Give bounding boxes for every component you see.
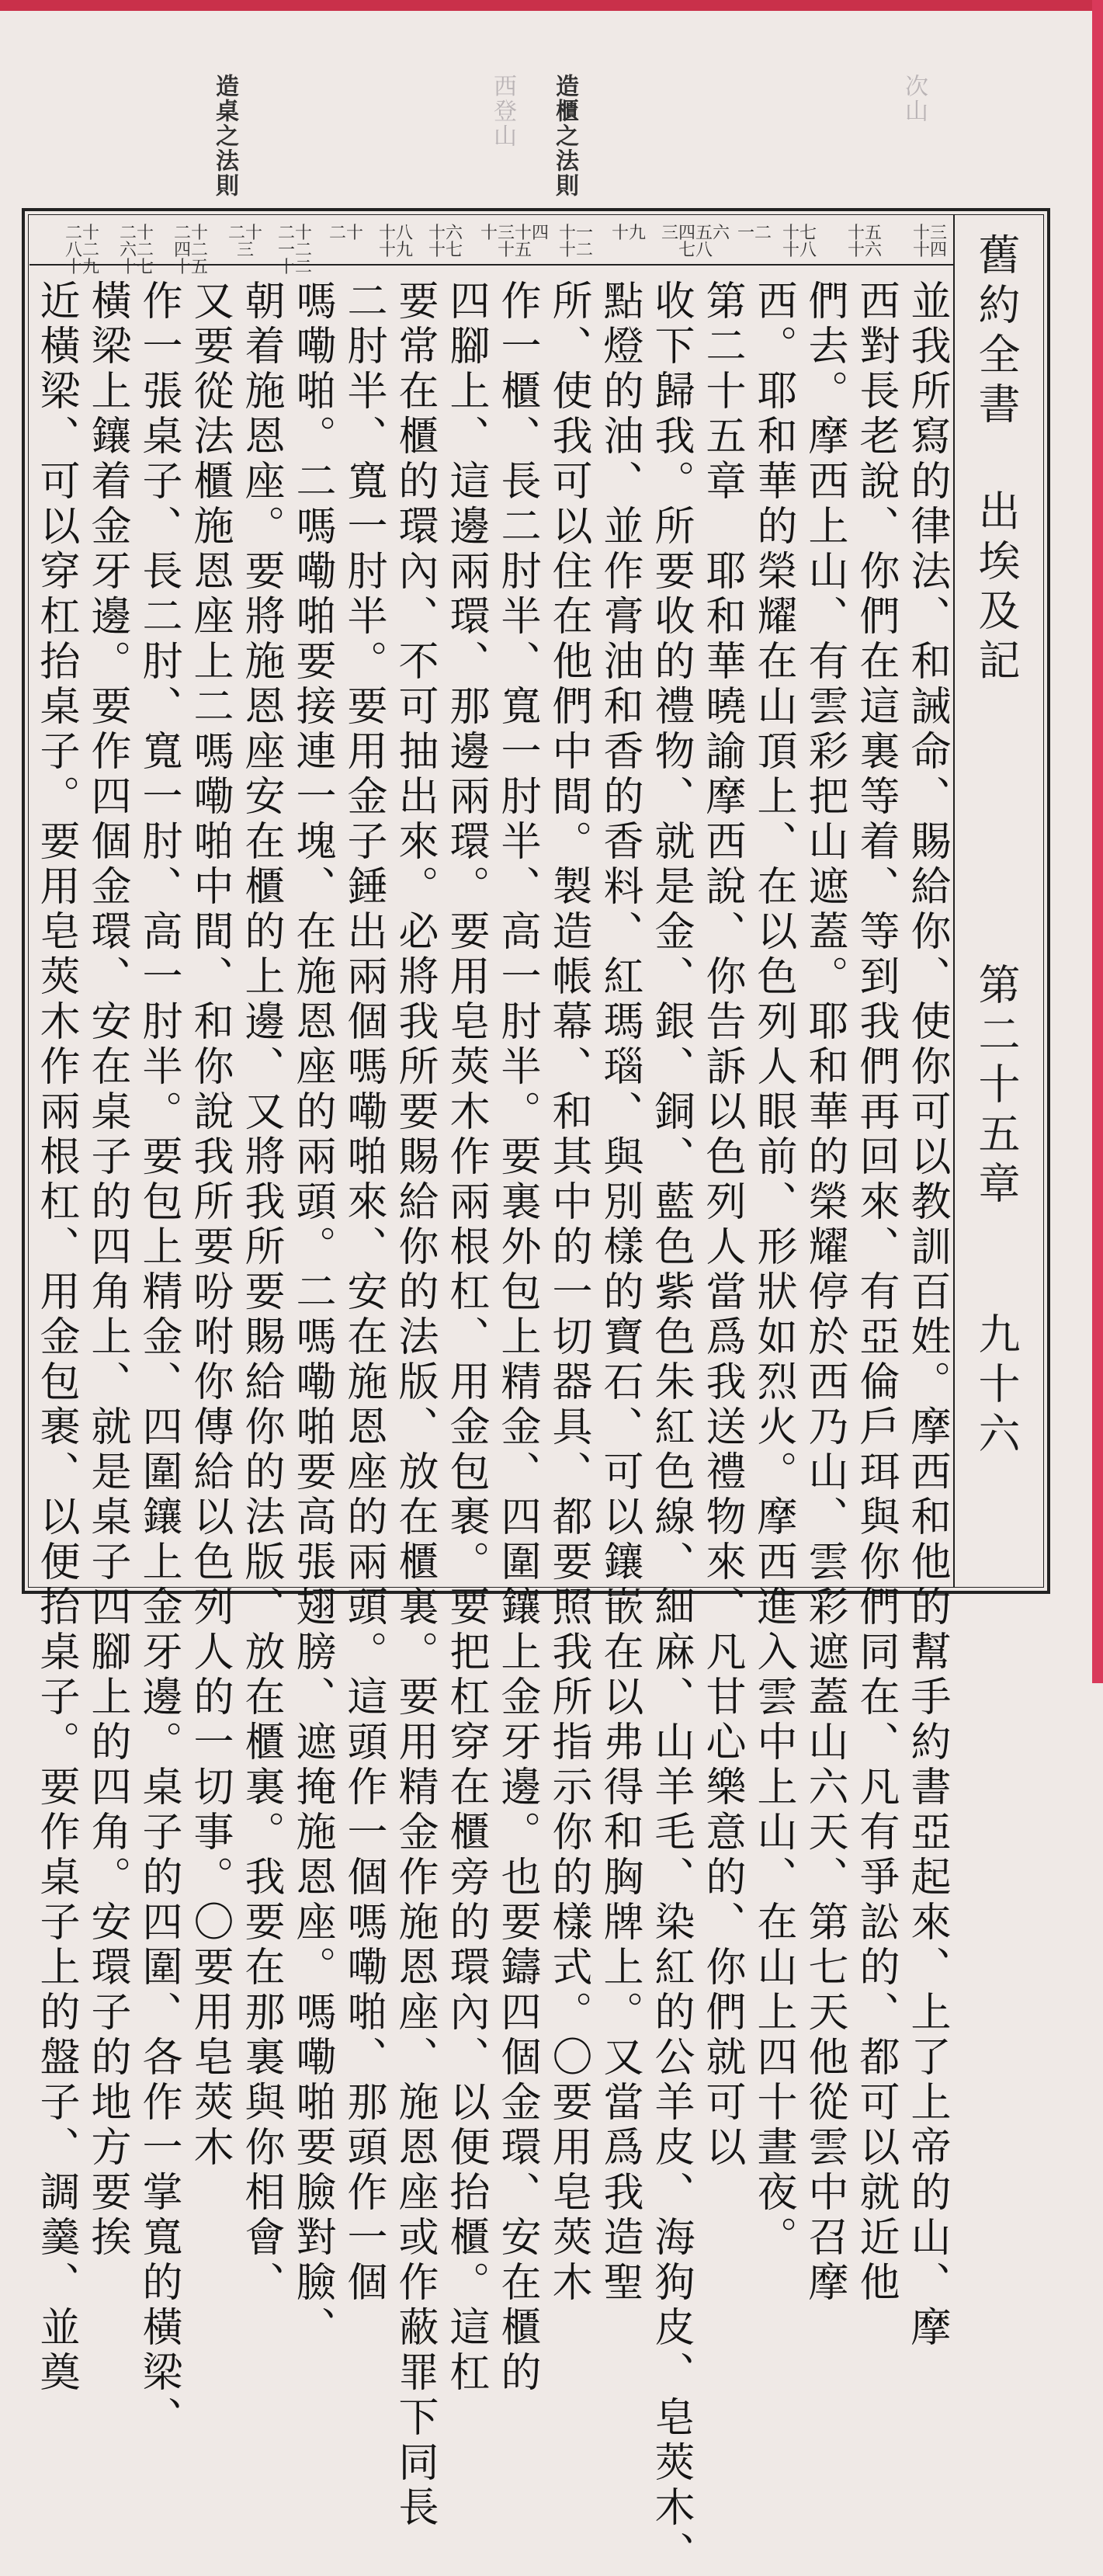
book-edge-top: [0, 0, 1103, 11]
verse-number: 二十六二十七: [119, 224, 154, 277]
text-column: 所、使我可以住在他們中間。製造帳幕、和其中的一切器具、都要照我所指示你的樣式。〇要用皂莢木: [545, 279, 591, 2306]
verse-number: 二十八二十九: [64, 224, 99, 277]
header-divider: [953, 214, 955, 1588]
bleed-label-faint-1: 西登山: [489, 74, 516, 148]
verse-number-band: [29, 219, 953, 277]
verse-number: 三四五六七八: [661, 224, 730, 260]
text-column: 作一張桌子、長二肘、寬一肘、高一肘半。要包上精金、四圍鑲上金牙邊。桌子的四圍、各作一掌寬的橫梁、: [135, 279, 182, 2441]
text-column: 近橫梁、可以穿杠抬桌子。要用皂莢木作兩根杠、用金包裹、以便抬桌子。要作桌子上的盤子、調羹、並奠: [33, 279, 79, 2396]
text-column: 西對長老說、你們在這裏等着、等到我們再回來、有亞倫戶珥與你們同在、凡有爭訟的、都可以就近他: [852, 279, 899, 2306]
verse-number: 十六十七: [428, 224, 463, 260]
chapter-heading: 第二十五章: [972, 963, 1021, 1211]
text-column: 西。耶和華的榮耀在山頂上、在以色列人眼前、形狀如烈火。摩西進入雲中上山、在山上四十晝夜。: [750, 279, 796, 2261]
verse-number: 十三十四十五: [480, 224, 549, 260]
verse-number: 十七十八: [782, 224, 817, 260]
verse-number: 十三十四: [912, 224, 947, 260]
text-column: 朝着施恩座。要將施恩座安在櫃的上邊、又將我所要賜給你的法版、放在櫃裏。我要在那裏與你相會、: [238, 279, 284, 2306]
text-column: 二肘半、寬一肘半。要用金子錘出兩個嗎嘞啪來、安在施恩座的兩頭。這頭作一個嗎嘞啪、那頭作一個: [340, 279, 387, 2306]
chapter-start-column: 第二十五章 耶和華曉諭摩西說、你告訴以色列人當爲我送禮物來、凡甘心樂意的、你們就可以: [699, 279, 745, 2171]
text-column: 收下歸我。所要收的禮物、就是金、銀、銅、藍色紫色朱紅色線、細麻、山羊毛、染紅的公羊皮、海狗皮、皂莢木、: [647, 279, 694, 2576]
text-column: 又要從法櫃施恩座上二嗎嘞啪中間、和你說我所要吩咐你傳給以色列人的一切事。〇要用皂莢木: [186, 279, 233, 2171]
verse-number: 二十三: [227, 224, 262, 260]
text-column: 嗎嘞啪。二嗎嘞啪要接連一塊、在施恩座的兩頭。二嗎嘞啪要高張翅膀、遮掩施恩座。嗎嘞啪要臉對臉、: [289, 279, 335, 2351]
text-column: 四腳上、這邊兩環、那邊兩環。要用皂莢木作兩根杠、用金包裹。要把杠穿在櫃旁的環內、以便抬櫃。這杠: [442, 279, 489, 2396]
text-column: 點燈的油、並作膏油和香的香料、紅瑪瑙、與別樣的寶石、可以鑲嵌在以弗得和胸牌上。又當爲我造聖: [596, 279, 643, 2306]
page-header: [964, 233, 1026, 1576]
verse-number: 二十: [328, 224, 363, 243]
verse-number: 十一十二: [558, 224, 593, 260]
text-column: 並我所寫的律法、和誡命、賜給你、使你可以教訓百姓。摩西和他的幫手約書亞起來、上了上帝的山、摩: [904, 279, 950, 2351]
text-column: 橫梁上鑲着金牙邊。要作四個金環、安在桌子的四角上、就是桌子四腳上的四角。安環子的地方要挨: [84, 279, 130, 2261]
verse-number: 十九: [611, 224, 646, 243]
verse-number: 二十四二十五: [173, 224, 208, 277]
text-column: 要常在櫃的環內、不可抽出來。必將我所要賜給你的法版、放在櫃裏。要用精金作施恩座、施恩座或作蔽罪下同長: [391, 279, 438, 2531]
page-number: 九十六: [972, 1312, 1021, 1461]
verse-number: 一二: [737, 224, 772, 243]
verse-number: 十五十六: [847, 224, 882, 260]
book-title: 舊約全書: [972, 233, 1021, 432]
text-column: 們去。摩西上山、有雲彩把山遮蓋。耶和華的榮耀停於西乃山、雲彩遮蓋山六天、第七天他從雲中召摩: [801, 279, 848, 2306]
verse-number: 二十一二十二: [277, 224, 312, 277]
book-name: 出埃及記: [972, 489, 1021, 688]
text-column: 作一櫃、長二肘半、寬一肘半、高一肘半。要裏外包上精金、四圍鑲上金牙邊。也要鑄四個金環、安在櫃的: [494, 279, 540, 2396]
bleed-label-ark: 造櫃之法則: [551, 74, 578, 198]
bleed-label-table: 造桌之法則: [211, 74, 238, 198]
scripture-text: [31, 272, 952, 2576]
bleed-label-faint-2: 次山: [900, 74, 928, 123]
verse-number: 十八十九: [378, 224, 413, 260]
book-edge-right: [1092, 0, 1103, 1683]
